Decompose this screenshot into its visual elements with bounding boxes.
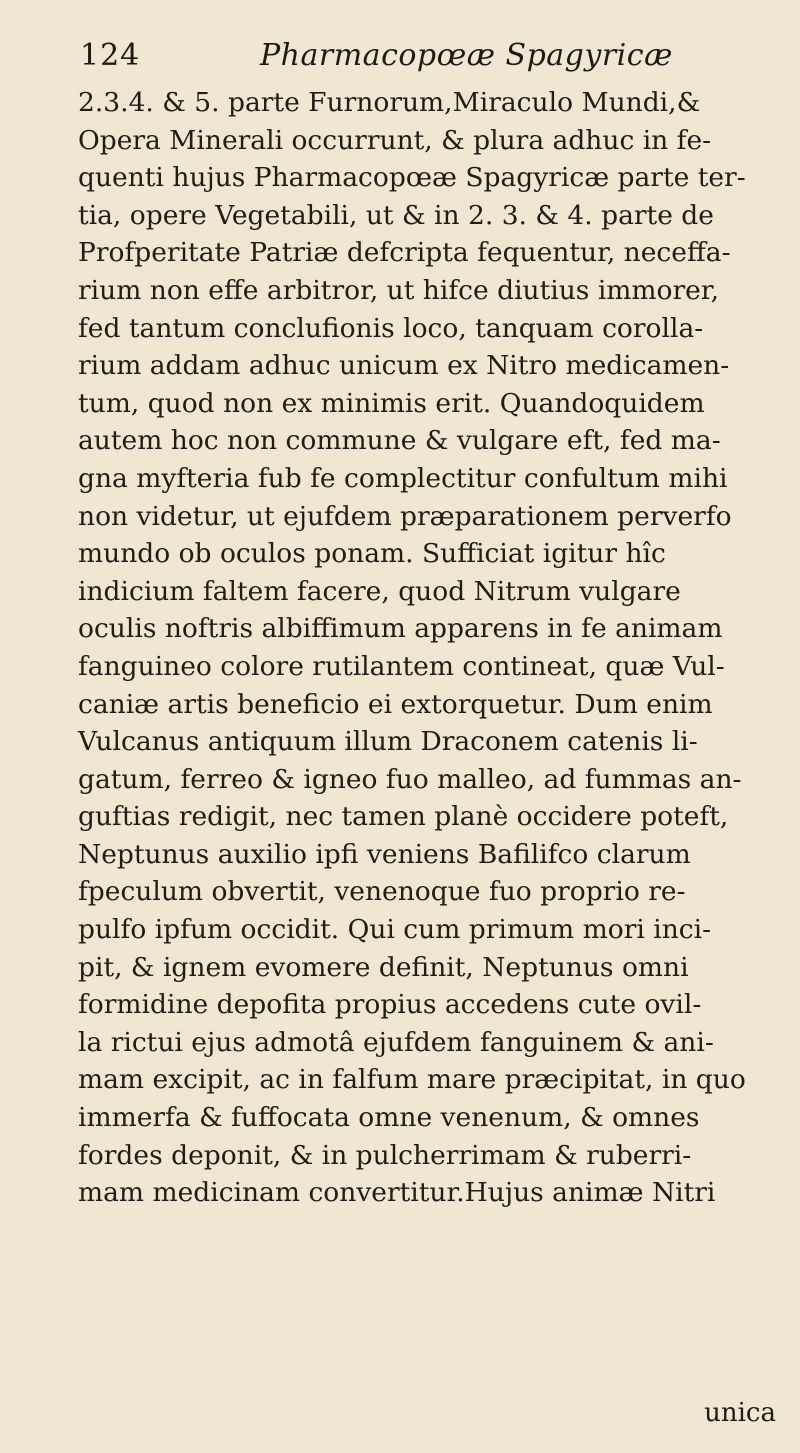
text-line: indicium faltem facere, quod Nitrum vulgare	[78, 575, 681, 607]
text-line: rium addam adhuc unicum ex Nitro medicamen-	[78, 350, 730, 382]
text-line: tum, quod non ex minimis erit. Quandoquidem	[78, 387, 705, 419]
text-line: guftias redigit, nec tamen planè occidere poteft,	[78, 801, 729, 833]
page-header	[80, 38, 780, 82]
text-line: Vulcanus antiquum illum Draconem catenis li-	[78, 726, 698, 758]
text-line: autem hoc non commune & vulgare eft, fed ma-	[78, 425, 721, 457]
running-title: Pharmacopœæ Spagyricæ	[260, 38, 673, 73]
text-line: fordes deponit, & in pulcherrimam & ruberri-	[78, 1139, 692, 1171]
text-line: mam medicinam convertitur.Hujus animæ Nitri	[78, 1177, 716, 1209]
text-line: tia, opere Vegetabili, ut & in 2. 3. & 4. parte de	[78, 199, 714, 231]
text-line: immerfa & fuffocata omne venenum, & omnes	[78, 1102, 700, 1134]
text-line: fanguineo colore rutilantem contineat, quæ Vul-	[78, 650, 725, 682]
text-line: fpeculum obvertit, venenoque fuo proprio re-	[78, 876, 686, 908]
text-line: mam excipit, ac in falfum mare præcipitat, in quo	[78, 1064, 746, 1096]
text-line: Opera Minerali occurrunt, & plura adhuc in fe-	[78, 124, 712, 156]
text-line: 2.3.4. & 5. parte Furnorum,Miraculo Mundi,&	[78, 87, 701, 118]
text-line: gatum, ferreo & igneo fuo malleo, ad fummas an-	[78, 763, 742, 795]
text-line: Neptunus auxilio ipfi veniens Bafilifco clarum	[78, 838, 691, 870]
text-line: la rictui ejus admotâ ejufdem fanguinem & ani-	[78, 1026, 714, 1058]
text-line: rium non effe arbitror, ut hifce diutius immorer,	[78, 274, 720, 306]
text-line: caniæ artis beneficio ei extorquetur. Dum enim	[78, 688, 713, 720]
text-line: pulfo ipfum occidit. Qui cum primum mori inci-	[78, 914, 712, 946]
text-line: Profperitate Patriæ defcripta fequentur, neceffa-	[78, 237, 731, 269]
text-line: non videtur, ut ejufdem præparationem perverfo	[78, 500, 732, 532]
catchword: unica	[704, 1398, 776, 1428]
text-line: fed tantum conclufionis loco, tanquam corolla-	[78, 312, 704, 344]
text-line: gna myfteria fub fe complectitur confultum mihi	[78, 462, 728, 494]
text-line: pit, & ignem evomere definit, Neptunus omni	[78, 951, 689, 983]
text-line: oculis noftris albiffimum apparens in fe animam	[78, 613, 723, 645]
text-line: mundo ob oculos ponam. Sufficiat igitur hîc	[78, 538, 666, 570]
body-text	[78, 84, 790, 1212]
page-number: 124	[80, 38, 141, 73]
text-line: formidine depofita propius accedens cute ovil-	[78, 989, 702, 1021]
text-line: quenti hujus Pharmacopœæ Spagyricæ parte ter-	[78, 162, 746, 194]
